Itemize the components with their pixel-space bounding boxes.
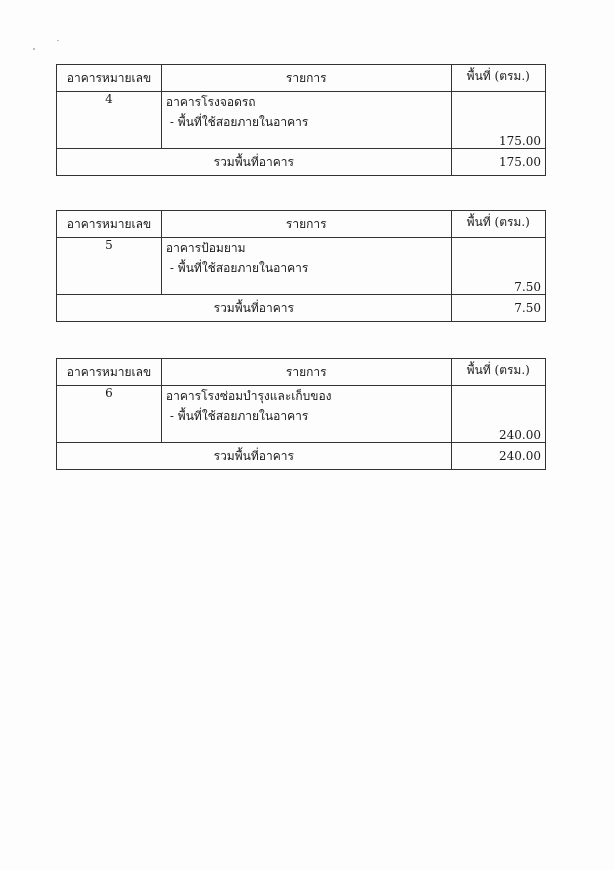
table-row bbox=[57, 238, 546, 295]
total-label: รวมพื้นที่อาคาร bbox=[57, 443, 452, 470]
scan-speck bbox=[57, 40, 59, 41]
table-header-row bbox=[57, 359, 546, 386]
total-value: 240.00 bbox=[451, 443, 545, 470]
building-area-table-4 bbox=[56, 64, 546, 176]
total-value: 7.50 bbox=[451, 295, 545, 322]
usable-area-label: - พื้นที่ใช้สอยภายในอาคาร bbox=[169, 261, 309, 275]
table-header-row bbox=[57, 211, 546, 238]
table-row bbox=[57, 386, 546, 443]
usable-area-label: - พื้นที่ใช้สอยภายในอาคาร bbox=[169, 409, 309, 423]
usable-area-value: 175.00 bbox=[451, 92, 545, 149]
items-cell bbox=[161, 386, 451, 443]
total-label: รวมพื้นที่อาคาร bbox=[57, 295, 452, 322]
building-number: 4 bbox=[57, 92, 162, 149]
building-title: อาคารป้อมยาม bbox=[165, 241, 246, 255]
items-cell bbox=[161, 92, 451, 149]
usable-area-value: 7.50 bbox=[451, 238, 545, 295]
total-row bbox=[57, 149, 546, 176]
header-area: พื้นที่ (ตรม.) bbox=[451, 65, 545, 92]
building-area-table-5 bbox=[56, 210, 546, 322]
total-value: 175.00 bbox=[451, 149, 545, 176]
header-items: รายการ bbox=[161, 359, 451, 386]
header-area: พื้นที่ (ตรม.) bbox=[451, 211, 545, 238]
total-label: รวมพื้นที่อาคาร bbox=[57, 149, 452, 176]
usable-area-label: - พื้นที่ใช้สอยภายในอาคาร bbox=[169, 115, 309, 129]
building-number: 6 bbox=[57, 386, 162, 443]
total-row bbox=[57, 443, 546, 470]
building-title: อาคารโรงซ่อมบำรุงและเก็บของ bbox=[165, 389, 332, 403]
table-row bbox=[57, 92, 546, 149]
building-area-table-6 bbox=[56, 358, 546, 470]
building-number: 5 bbox=[57, 238, 162, 295]
scan-speck bbox=[33, 48, 35, 50]
total-row bbox=[57, 295, 546, 322]
table-header-row bbox=[57, 65, 546, 92]
usable-area-value: 240.00 bbox=[451, 386, 545, 443]
items-cell bbox=[161, 238, 451, 295]
header-building-number: อาคารหมายเลข bbox=[57, 211, 162, 238]
header-building-number: อาคารหมายเลข bbox=[57, 65, 162, 92]
header-items: รายการ bbox=[161, 65, 451, 92]
header-area: พื้นที่ (ตรม.) bbox=[451, 359, 545, 386]
building-title: อาคารโรงจอดรถ bbox=[165, 95, 256, 109]
header-items: รายการ bbox=[161, 211, 451, 238]
header-building-number: อาคารหมายเลข bbox=[57, 359, 162, 386]
